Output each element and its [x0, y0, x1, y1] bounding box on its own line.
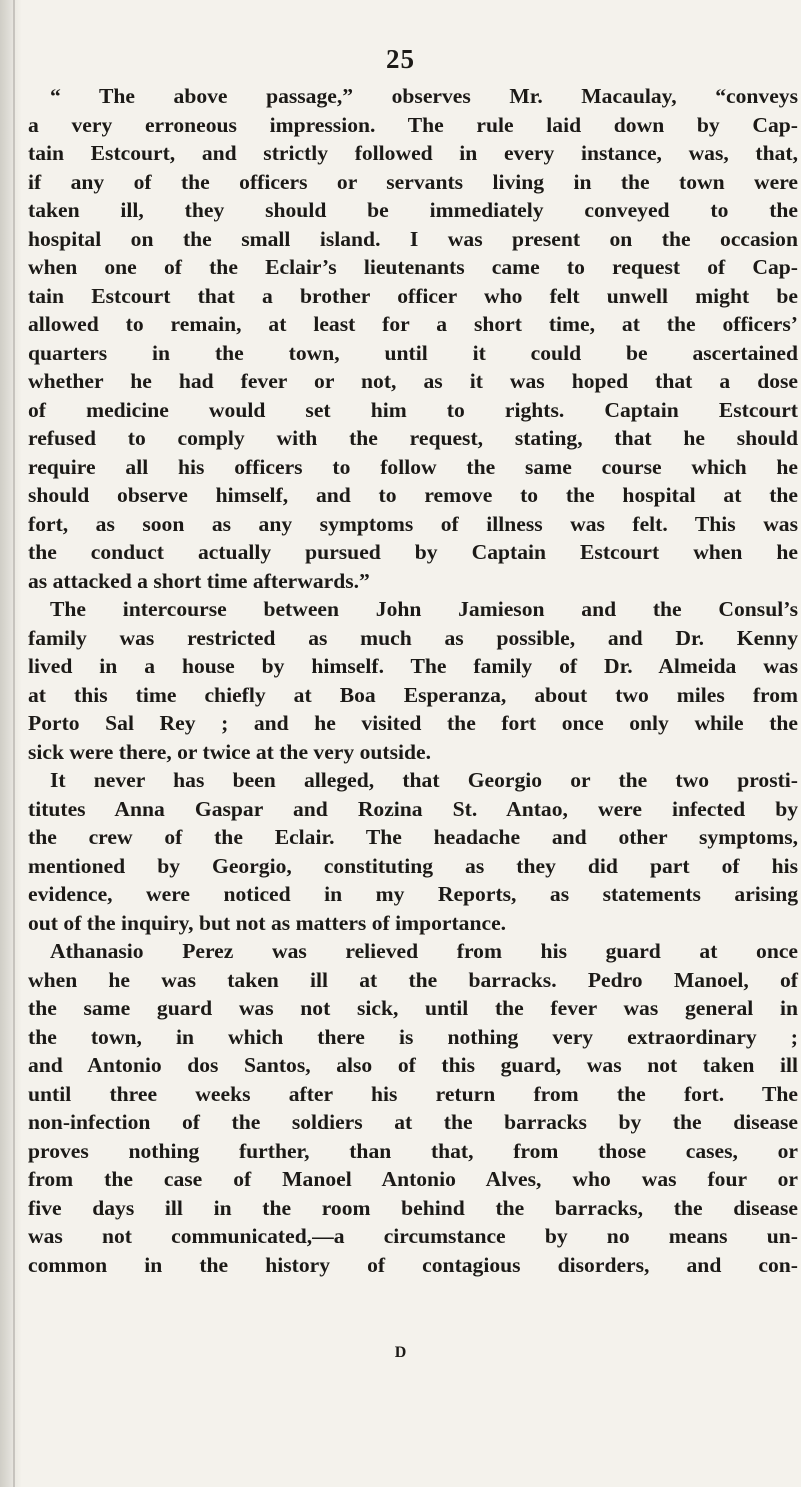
text-line: tain Estcourt that a brother officer who felt unwell might be	[28, 283, 798, 308]
text-line: quarters in the town, until it could be ascertained	[28, 340, 798, 365]
text-line: five days ill in the room behind the barracks, the disease	[28, 1195, 798, 1220]
binding-gutter	[0, 0, 22, 1487]
text-line: tain Estcourt, and strictly followed in every instance, was, that,	[28, 141, 798, 165]
text-line: require all his officers to follow the same course which he	[28, 454, 798, 479]
text-line: Athanasio Perez was relieved from his guard at once	[50, 939, 798, 963]
text-line: “ The above passage,” observes Mr. Macaulay, “conveys	[50, 84, 798, 108]
text-line: at this time chiefly at Boa Esperanza, about two miles from	[28, 682, 798, 707]
text-line: when he was taken ill at the barracks. Pedro Manoel, of	[28, 967, 798, 992]
text-line: of medicine would set him to rights. Captain Estcourt	[28, 397, 798, 422]
text-line: out of the inquiry, but not as matters of importance.	[28, 910, 507, 935]
text-line: and Antonio dos Santos, also of this guard, was not taken ill	[28, 1053, 798, 1077]
page-number: 25	[386, 44, 415, 74]
text-line: evidence, were noticed in my Reports, as statements arising	[28, 882, 798, 906]
text-line: titutes Anna Gaspar and Rozina St. Antao, were infected by	[28, 796, 798, 821]
text-line: sick were there, or twice at the very outside.	[28, 739, 431, 764]
text-line: proves nothing further, than that, from those cases, or	[28, 1138, 798, 1163]
text-line: The intercourse between John Jamieson and the Consul’s	[50, 597, 798, 621]
signature-mark: D	[394, 1344, 407, 1361]
text-line: hospital on the small island. I was present on the occasion	[28, 226, 798, 251]
text-line: was not communicated,—a circumstance by no means un-	[28, 1224, 798, 1248]
text-line: family was restricted as much as possible, and Dr. Kenny	[28, 625, 798, 650]
binding-edge-line	[13, 0, 15, 1487]
text-line: lived in a house by himself. The family of Dr. Almeida was	[28, 654, 798, 678]
text-line: if any of the officers or servants living in the town were	[28, 169, 798, 194]
text-line: common in the history of contagious disorders, and con-	[28, 1252, 798, 1277]
text-line: until three weeks after his return from the fort. The	[28, 1081, 798, 1106]
text-line: It never has been alleged, that Georgio or the two prosti-	[50, 768, 798, 792]
text-line: Porto Sal Rey ; and he visited the fort once only while the	[28, 711, 798, 735]
text-line: allowed to remain, at least for a short time, at the officers’	[28, 312, 798, 336]
body-text	[28, 82, 798, 1279]
text-line: fort, as soon as any symptoms of illness was felt. This was	[28, 511, 798, 536]
text-line: the conduct actually pursued by Captain Estcourt when he	[28, 540, 798, 564]
text-line: non-infection of the soldiers at the barracks by the disease	[28, 1110, 798, 1134]
text-line: as attacked a short time afterwards.”	[28, 568, 370, 593]
text-line: the crew of the Eclair. The headache and other symptoms,	[28, 825, 798, 849]
text-line: taken ill, they should be immediately conveyed to the	[28, 198, 798, 222]
text-line: refused to comply with the request, stating, that he should	[28, 426, 798, 450]
text-line: the town, in which there is nothing very extraordinary ;	[28, 1024, 798, 1049]
text-line: a very erroneous impression. The rule laid down by Cap-	[28, 112, 798, 137]
text-line: should observe himself, and to remove to the hospital at the	[28, 483, 798, 507]
text-line: from the case of Manoel Antonio Alves, who was four or	[28, 1167, 798, 1191]
text-line: whether he had fever or not, as it was hoped that a dose	[28, 369, 798, 393]
text-line: mentioned by Georgio, constituting as they did part of his	[28, 853, 798, 878]
text-line: when one of the Eclair’s lieutenants came to request of Cap-	[28, 255, 798, 279]
text-line: the same guard was not sick, until the fever was general in	[28, 996, 798, 1020]
